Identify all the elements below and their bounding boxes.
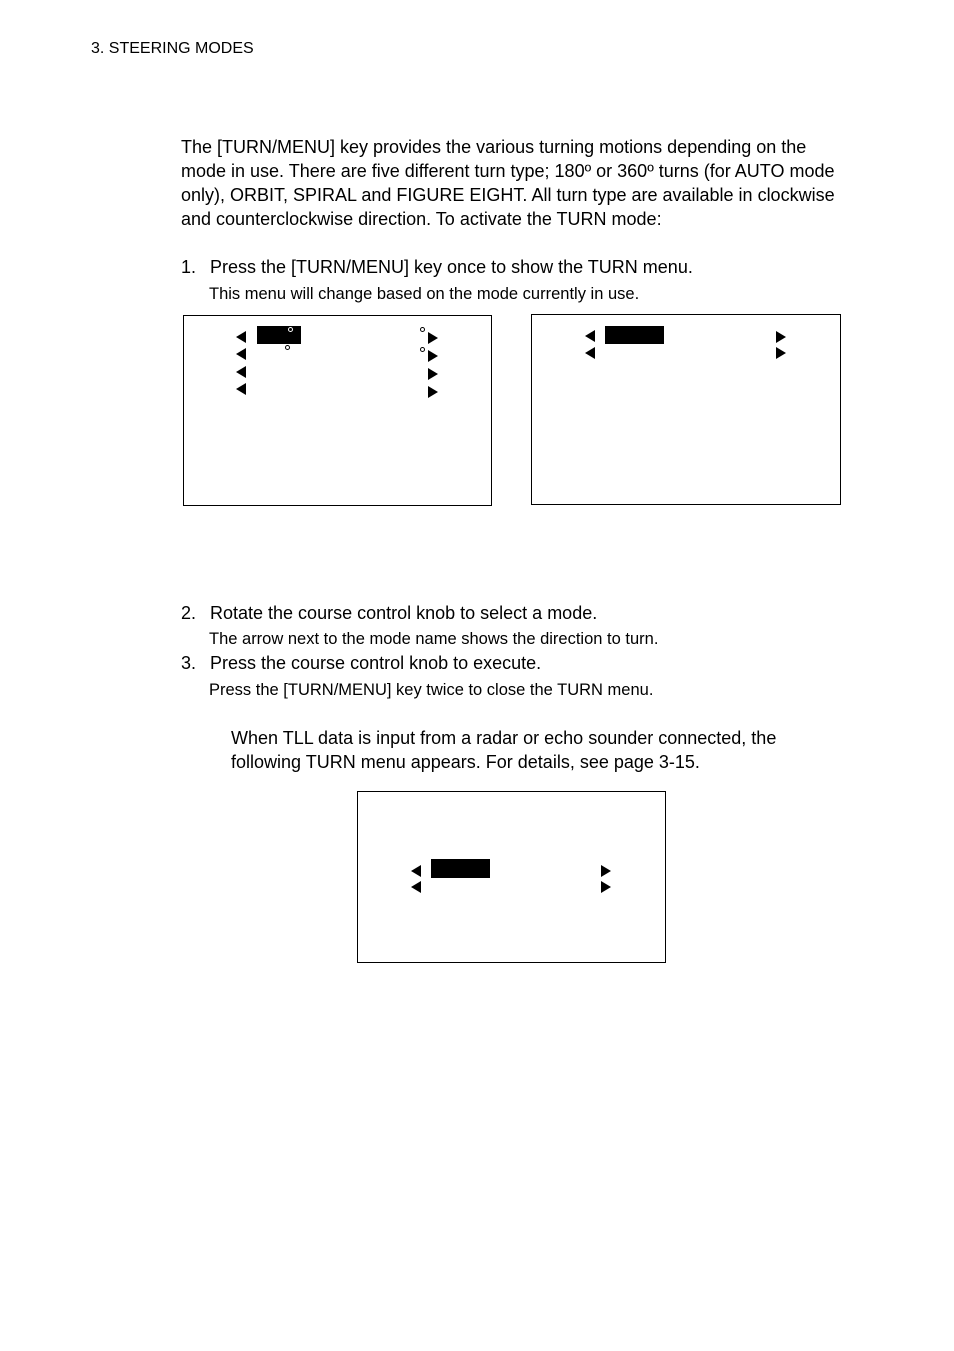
step-3-text: Press the course control knob to execute. [210, 653, 542, 673]
section-header: 3. STEERING MODES [91, 40, 254, 57]
arrow-left-icon[interactable] [236, 366, 246, 378]
arrow-left-icon[interactable] [411, 865, 421, 877]
arrow-right-icon[interactable] [428, 368, 438, 380]
step-1 [181, 256, 881, 278]
step-2-number: 2. [181, 603, 197, 623]
degree-symbol-icon [288, 327, 293, 332]
menu-item-selected-highlight[interactable] [257, 326, 301, 344]
arrow-left-icon[interactable] [585, 347, 595, 359]
arrow-right-icon[interactable] [601, 865, 611, 877]
step-2 [181, 602, 881, 624]
arrow-left-icon[interactable] [236, 331, 246, 343]
arrow-right-icon[interactable] [428, 386, 438, 398]
arrow-left-icon[interactable] [236, 383, 246, 395]
turn-menu-tll [357, 791, 666, 963]
arrow-right-icon[interactable] [601, 881, 611, 893]
degree-symbol-icon [420, 327, 425, 332]
step-3-number: 3. [181, 653, 197, 673]
step-3 [181, 652, 881, 674]
turn-menu-auto [183, 315, 492, 506]
step-2-text: Rotate the course control knob to select a mode. [210, 603, 598, 623]
step-2-note: The arrow next to the mode name shows the direction to turn. [209, 630, 659, 648]
menu-item-selected-highlight[interactable] [605, 326, 664, 344]
tll-note: When TLL data is input from a radar or echo sounder connected, the following TURN menu appears. For details, see page 3-15. [231, 728, 777, 772]
arrow-left-icon[interactable] [411, 881, 421, 893]
arrow-right-icon[interactable] [776, 347, 786, 359]
step-1-note: This menu will change based on the mode currently in use. [209, 285, 640, 303]
degree-symbol-icon [285, 345, 290, 350]
step-1-number: 1. [181, 257, 197, 277]
arrow-left-icon[interactable] [585, 330, 595, 342]
arrow-left-icon[interactable] [236, 348, 246, 360]
intro-paragraph: The [TURN/MENU] key provides the various turning motions depending on the mode in use. There are five different turn type; 180º or 360º turns (for AUTO mode only), ORBIT, SPIRAL and FIGURE EIGHT. All turn type are available in clockwise and counterclockwise direction. To activate the TURN mode: [181, 137, 835, 229]
arrow-right-icon[interactable] [428, 350, 438, 362]
arrow-right-icon[interactable] [776, 331, 786, 343]
step-3-note: Press the [TURN/MENU] key twice to close the TURN menu. [209, 681, 654, 699]
arrow-right-icon[interactable] [428, 332, 438, 344]
step-1-text: Press the [TURN/MENU] key once to show the TURN menu. [210, 257, 693, 277]
degree-symbol-icon [420, 347, 425, 352]
turn-menu-other [531, 314, 841, 505]
menu-item-selected-highlight[interactable] [431, 859, 490, 878]
